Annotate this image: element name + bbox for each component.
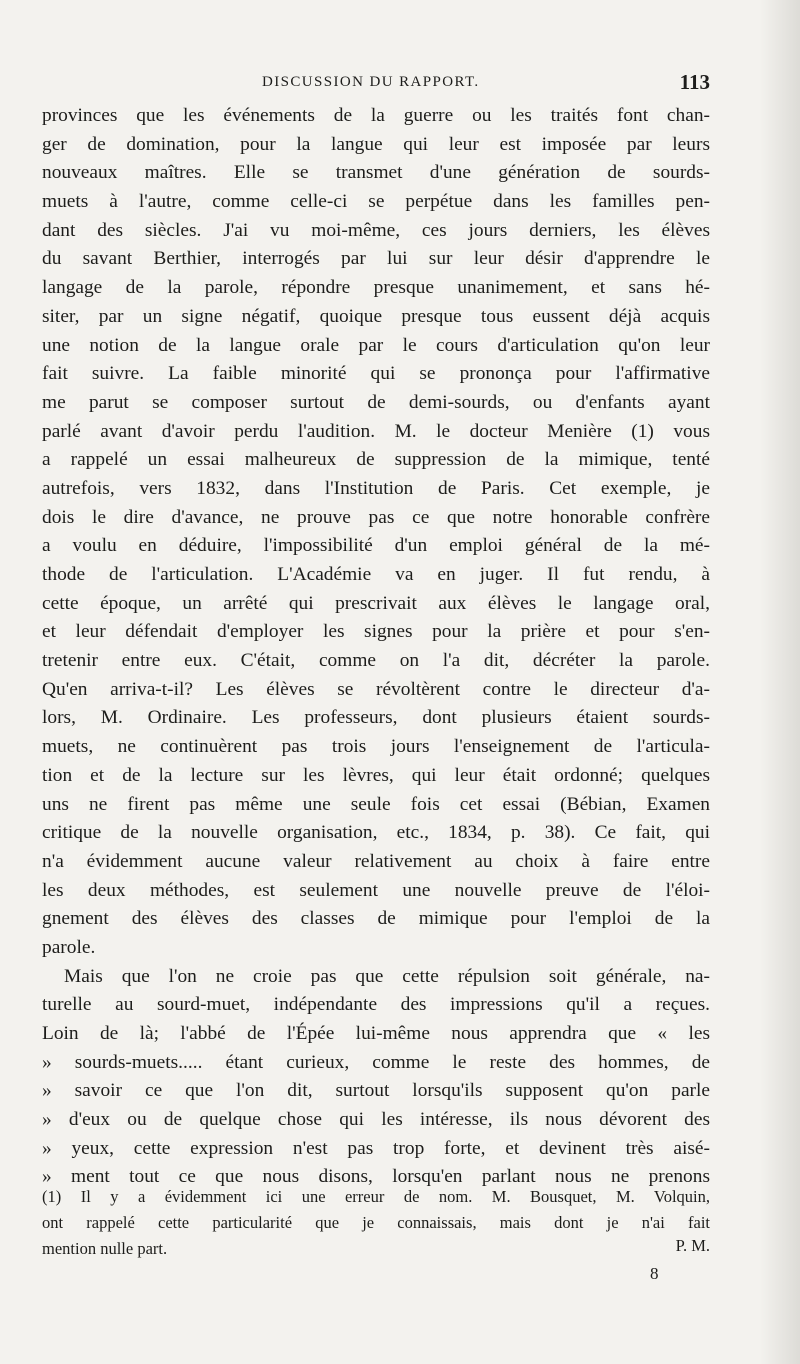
text-line: fait suivre. La faible minorité qui se prononça pour l'affirmative: [42, 363, 710, 385]
text-line: me parut se composer surtout de demi-sourds, ou d'enfants ayant: [42, 391, 710, 413]
text-line: uns ne firent pas même une seule fois cet essai (Bébian, Examen: [42, 793, 710, 815]
text-line: n'a évidemment aucune valeur relativement au choix à faire entre: [42, 850, 710, 872]
signature-mark: 8: [650, 1264, 659, 1283]
page-edge-shadow: [760, 0, 800, 1364]
text-line: a rappelé un essai malheureux de suppression de la mimique, tenté: [42, 449, 710, 471]
text-line: provinces que les événements de la guerre ou les traités font chan-: [42, 105, 710, 126]
text-line: langage de la parole, répondre presque unanimement, et sans hé-: [42, 277, 710, 299]
text-line: » d'eux ou de quelque chose qui les intéresse, ils nous dévorent des: [42, 1109, 710, 1131]
text-line: dois le dire d'avance, ne prouve pas ce que notre honorable confrère: [42, 506, 710, 528]
text-line: parlé avant d'avoir perdu l'audition. M. le docteur Menière (1) vous: [42, 420, 710, 442]
text-line: muets à l'autre, comme celle-ci se perpétue dans les familles pen-: [42, 191, 710, 213]
text-line: a voulu en déduire, l'impossibilité d'un emploi général de la mé-: [42, 535, 710, 557]
footnote-line: ont rappelé cette particularité que je connaissais, mais dont je n'ai fait: [42, 1213, 710, 1232]
text-line: » ment tout ce que nous disons, lorsqu'en parlant nous ne prenons: [42, 1166, 710, 1188]
text-line: » yeux, cette expression n'est pas trop forte, et devinent très aisé-: [42, 1137, 710, 1159]
text-line: siter, par un signe négatif, quoique presque tous eussent déjà acquis: [42, 305, 710, 327]
text-line: Qu'en arriva-t-il? Les élèves se révoltèrent contre le directeur d'a-: [42, 678, 710, 700]
text-line: ger de domination, pour la langue qui leur est imposée par leurs: [42, 133, 710, 155]
text-line: cette époque, un arrêté qui prescrivait aux élèves le langage oral,: [42, 592, 710, 614]
footnote-line: mention nulle part.: [42, 1239, 168, 1258]
page-header: [40, 70, 710, 100]
text-line: gnement des élèves des classes de mimique pour l'emploi de la: [42, 908, 710, 930]
footnote-signature: P. M.: [675, 1236, 710, 1255]
text-line: Loin de là; l'abbé de l'Épée lui-même nous apprendra que « les: [42, 1023, 710, 1044]
footnote-line: (1) Il y a évidemment ici une erreur de nom. M. Bousquet, M. Volquin,: [42, 1187, 710, 1206]
text-line: critique de la nouvelle organisation, etc., 1834, p. 38). Ce fait, qui: [42, 822, 710, 844]
text-line: » sourds-muets..... étant curieux, comme le reste des hommes, de: [42, 1051, 710, 1073]
text-line: tretenir entre eux. C'était, comme on l'a dit, décréter la parole.: [42, 650, 710, 672]
running-head: DISCUSSION DU RAPPORT.: [262, 74, 480, 90]
page-number: 113: [679, 70, 710, 94]
text-line: nouveaux maîtres. Elle se transmet d'une génération de sourds-: [42, 162, 710, 184]
text-line: parole.: [42, 936, 96, 958]
text-line: autrefois, vers 1832, dans l'Institution de Paris. Cet exemple, je: [42, 477, 710, 499]
text-line: une notion de la langue orale par le cours d'articulation qu'on leur: [42, 334, 710, 356]
footnote: [42, 1184, 710, 1262]
text-line: turelle au sourd-muet, indépendante des impressions qu'il a reçues.: [42, 994, 710, 1016]
body-text: [42, 102, 710, 1192]
text-line: et leur défendait d'employer les signes pour la prière et pour s'en-: [42, 621, 710, 643]
text-line: du savant Berthier, interrogés par lui sur leur désir d'apprendre le: [42, 248, 710, 270]
text-line: dant des siècles. J'ai vu moi-même, ces jours derniers, les élèves: [42, 219, 710, 241]
text-line: tion et de la lecture sur les lèvres, qui leur était ordonné; quelques: [42, 764, 710, 786]
text-line: thode de l'articulation. L'Académie va en juger. Il fut rendu, à: [42, 564, 710, 585]
text-line: lors, M. Ordinaire. Les professeurs, dont plusieurs étaient sourds-: [42, 707, 710, 729]
text-line: Mais que l'on ne croie pas que cette répulsion soit générale, na-: [64, 965, 710, 987]
text-line: muets, ne continuèrent pas trois jours l'enseignement de l'articula-: [42, 736, 710, 758]
text-line: les deux méthodes, est seulement une nouvelle preuve de l'éloi-: [42, 879, 710, 901]
text-line: » savoir ce que l'on dit, surtout lorsqu'ils supposent qu'on parle: [42, 1080, 710, 1102]
